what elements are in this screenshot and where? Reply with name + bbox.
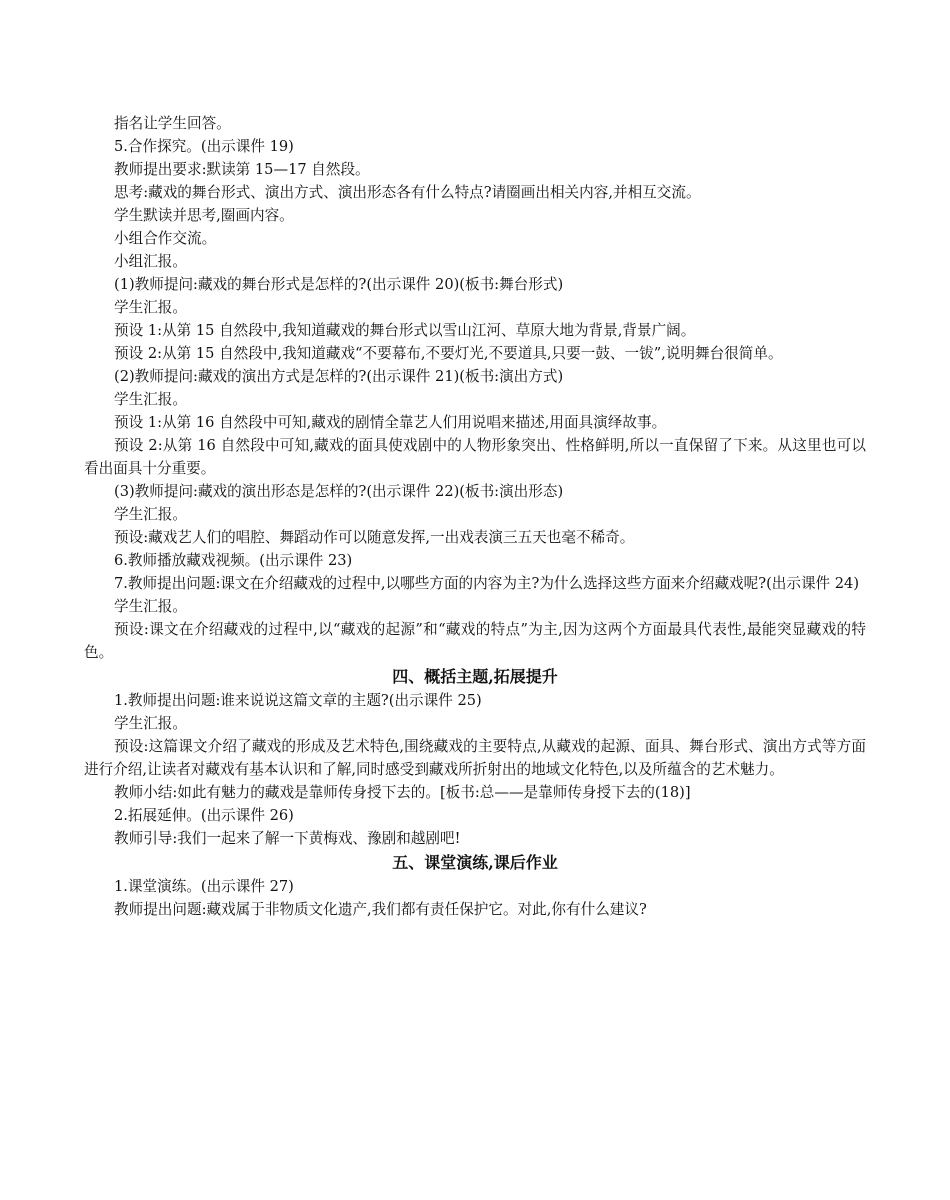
text-line: 教师提出要求:默读第 15—17 自然段。: [114, 161, 370, 178]
text-line: 学生汇报。: [114, 299, 187, 316]
text-line: 预设:这篇课文介绍了藏戏的形成及艺术特色,围绕藏戏的主要特点,从藏戏的起源、面具、舞台形式、演出方式等方面进行介绍,让读者对藏戏有基本认识和了解,同时感受到藏戏所折射出的地域文化特色,以及所蕴含的艺术魅力。: [84, 738, 866, 778]
text-line: 7.教师提出问题:课文在介绍藏戏的过程中,以哪些方面的内容为主?为什么选择这些方面来介绍藏戏呢?(出示课件 24): [114, 575, 860, 592]
text-line: 6.教师播放藏戏视频。(出示课件 23): [114, 552, 353, 569]
text-line: 2.拓展延伸。(出示课件 26): [114, 807, 294, 824]
text-line: (3)教师提问:藏戏的演出形态是怎样的?(出示课件 22)(板书:演出形态): [114, 483, 564, 500]
text-line: 思考:藏戏的舞台形式、演出方式、演出形态各有什么特点?请圈画出相关内容,并相互交流。: [114, 184, 701, 201]
text-line: 预设 1:从第 16 自然段中可知,藏戏的剧情全靠艺人们用说唱来描述,用面具演绎故事。: [114, 414, 667, 431]
text-line: 教师小结:如此有魅力的藏戏是靠师传身授下去的。[板书:总——是靠师传身授下去的(18)]: [114, 784, 691, 801]
text-line: 1.教师提出问题:谁来说说这篇文章的主题?(出示课件 25): [114, 692, 482, 709]
section-heading: 四、概括主题,拓展提升: [392, 667, 558, 686]
text-line: 小组汇报。: [114, 253, 187, 270]
text-line: 预设 1:从第 15 自然段中,我知道藏戏的舞台形式以雪山江河、草原大地为背景,背景广阔。: [114, 322, 696, 339]
text-line: 1.课堂演练。(出示课件 27): [114, 878, 294, 895]
text-line: 学生汇报。: [114, 506, 187, 523]
text-line: 学生汇报。: [114, 598, 187, 615]
text-line: 预设:课文在介绍藏戏的过程中,以“藏戏的起源”和“藏戏的特点”为主,因为这两个方面最具代表性,最能突显藏戏的特色。: [84, 621, 866, 661]
section-heading: 五、课堂演练,课后作业: [392, 853, 558, 872]
text-line: 预设 2:从第 16 自然段中可知,藏戏的面具使戏剧中的人物形象突出、性格鲜明,所以一直保留了下来。从这里也可以看出面具十分重要。: [84, 437, 866, 477]
text-line: 预设 2:从第 15 自然段中,我知道藏戏“不要幕布,不要灯光,不要道具,只要一鼓、一钹”,说明舞台很简单。: [114, 345, 783, 362]
document-page: [84, 112, 866, 921]
text-line: 学生默读并思考,圈画内容。: [114, 207, 294, 224]
text-line: 小组合作交流。: [114, 230, 217, 247]
text-line: (2)教师提问:藏戏的演出方式是怎样的?(出示课件 21)(板书:演出方式): [114, 368, 564, 385]
text-line: 教师引导:我们一起来了解一下黄梅戏、豫剧和越剧吧!: [114, 830, 461, 847]
text-line: (1)教师提问:藏戏的舞台形式是怎样的?(出示课件 20)(板书:舞台形式): [114, 276, 564, 293]
text-line: 指名让学生回答。: [114, 115, 231, 132]
text-line: 学生汇报。: [114, 715, 187, 732]
text-line: 学生汇报。: [114, 391, 187, 408]
text-line: 教师提出问题:藏戏属于非物质文化遗产,我们都有责任保护它。对此,你有什么建议?: [114, 901, 647, 918]
text-line: 5.合作探究。(出示课件 19): [114, 138, 294, 155]
text-line: 预设:藏戏艺人们的唱腔、舞蹈动作可以随意发挥,一出戏表演三五天也毫不稀奇。: [114, 529, 635, 546]
